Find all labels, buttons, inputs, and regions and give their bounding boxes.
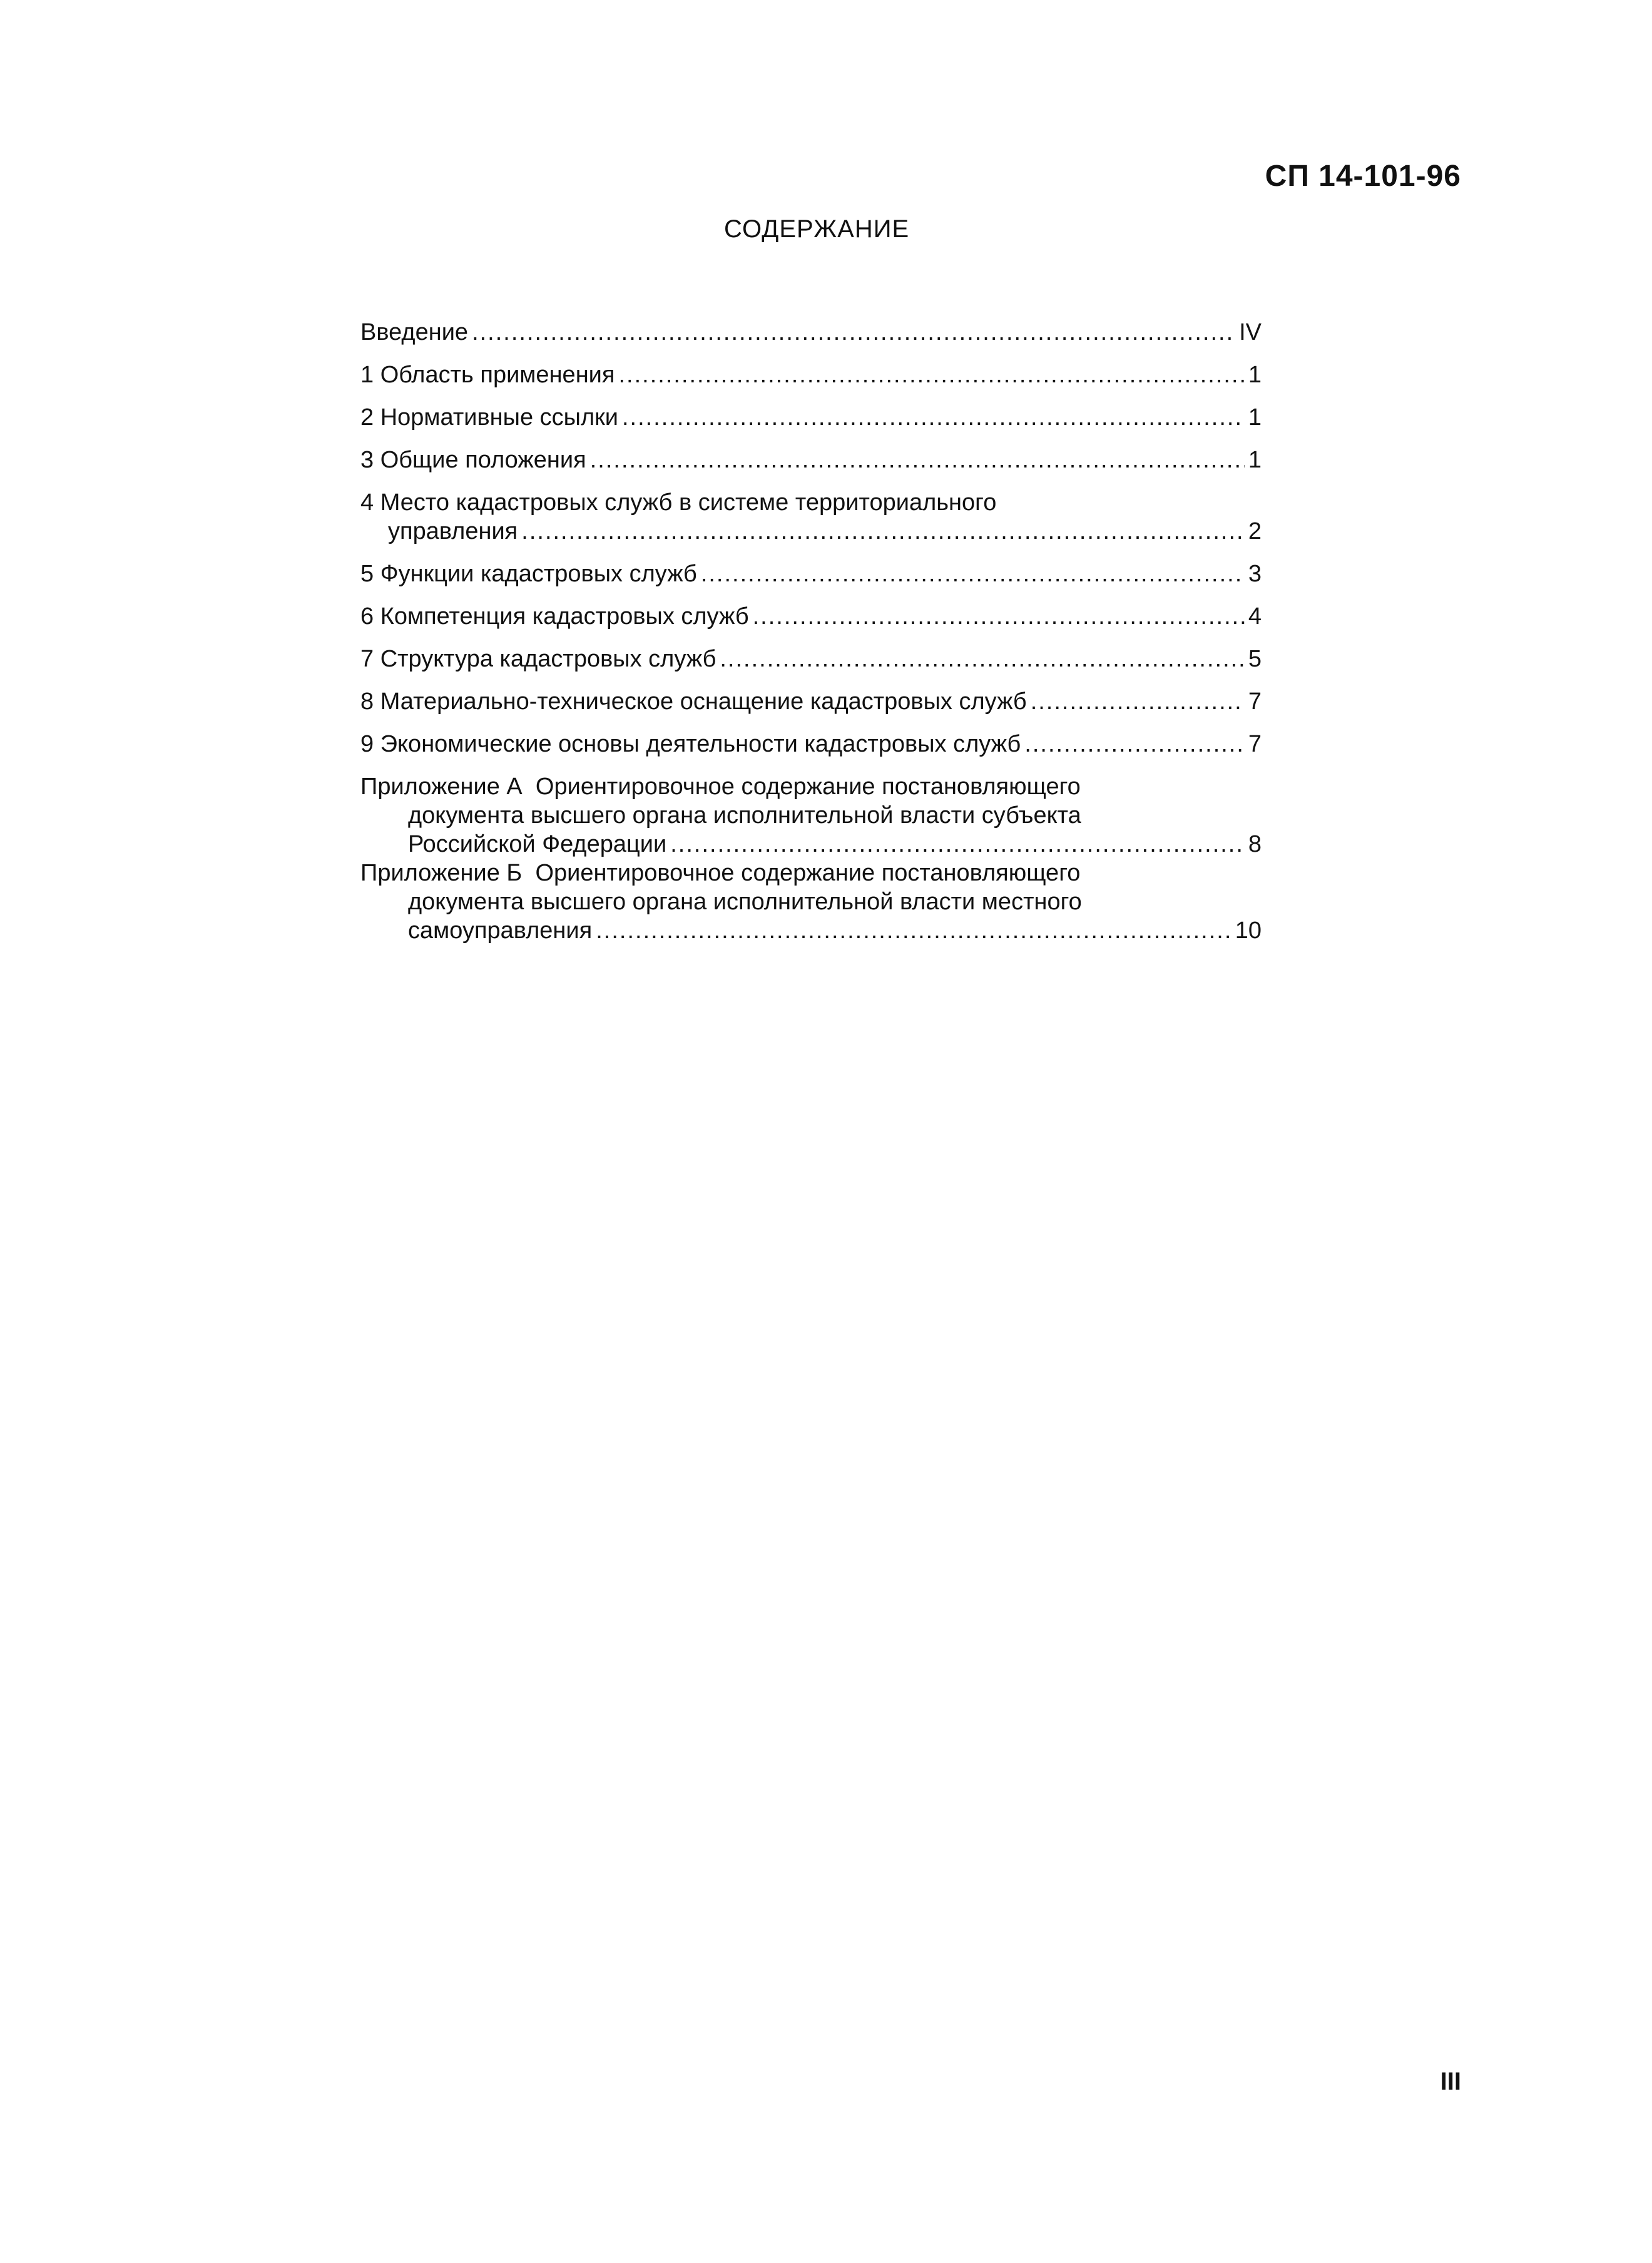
toc-entry-label: Приложение А Ориентировочное содержание постановляющего: [360, 774, 1081, 800]
toc-entry-7[interactable]: [360, 645, 1262, 673]
toc-page-number: 7: [1248, 731, 1262, 757]
table-of-contents: [360, 318, 1262, 945]
document-code: СП 14-101-96: [1265, 160, 1461, 193]
dot-leader: [701, 559, 1245, 588]
toc-page-number: 10: [1235, 917, 1262, 944]
toc-page-number: 7: [1248, 688, 1262, 715]
dot-leader: [590, 446, 1245, 474]
toc-entry-label: 9 Экономические основы деятельности кадастровых служб: [360, 731, 1021, 757]
toc-page-number: 1: [1248, 404, 1262, 431]
toc-entry-label-continuation: документа высшего органа исполнительной власти местного: [408, 889, 1082, 915]
toc-page-number: IV: [1239, 319, 1262, 345]
toc-entry-label: 1 Область применения: [360, 362, 615, 388]
toc-entry-label: 5 Функции кадастровых служб: [360, 561, 697, 587]
toc-entry-label: Приложение Б Ориентировочное содержание постановляющего: [360, 860, 1081, 886]
toc-entry-label: Введение: [360, 319, 469, 345]
dot-leader: [753, 602, 1245, 631]
toc-entry-introduction[interactable]: [360, 318, 1262, 347]
toc-entry-label: 8 Материально-техническое оснащение кадастровых служб: [360, 688, 1027, 715]
dot-leader: [1024, 730, 1245, 759]
dot-leader: [720, 645, 1244, 673]
toc-entry-9[interactable]: [360, 730, 1262, 759]
dot-leader: [622, 403, 1245, 432]
dot-leader: [618, 360, 1244, 389]
toc-page-number: 2: [1248, 518, 1262, 544]
toc-page-number: 1: [1248, 447, 1262, 473]
toc-entry-appendix-b[interactable]: [360, 859, 1262, 945]
toc-page-number: 3: [1248, 561, 1262, 587]
toc-entry-label-continuation: самоуправления: [408, 917, 593, 944]
dot-leader: [521, 517, 1245, 546]
toc-page-number: 1: [1248, 362, 1262, 388]
toc-entry-label: 3 Общие положения: [360, 447, 586, 473]
toc-entry-label-continuation: Российской Федерации: [408, 831, 667, 857]
dot-leader: [472, 318, 1235, 347]
toc-entry-2[interactable]: [360, 403, 1262, 432]
toc-page-number: 5: [1248, 646, 1262, 672]
toc-page-number: 8: [1248, 831, 1262, 857]
page-number: III: [1440, 2068, 1461, 2095]
dot-leader: [1031, 687, 1245, 716]
toc-entry-6[interactable]: [360, 602, 1262, 631]
toc-page-number: 4: [1248, 603, 1262, 630]
toc-entry-3[interactable]: [360, 446, 1262, 474]
dot-leader: [596, 916, 1231, 945]
toc-entry-5[interactable]: [360, 559, 1262, 588]
toc-entry-label: 4 Место кадастровых служб в системе территориального: [360, 489, 997, 516]
toc-entry-1[interactable]: [360, 360, 1262, 389]
toc-entry-label-continuation: управления: [388, 518, 518, 544]
toc-entry-label: 6 Компетенция кадастровых служб: [360, 603, 749, 630]
dot-leader: [670, 830, 1245, 859]
toc-entry-label: 2 Нормативные ссылки: [360, 404, 618, 431]
toc-entry-8[interactable]: [360, 687, 1262, 716]
toc-entry-appendix-a[interactable]: [360, 772, 1262, 859]
toc-entry-label: 7 Структура кадастровых служб: [360, 646, 716, 672]
toc-entry-label-continuation: документа высшего органа исполнительной власти субъекта: [408, 802, 1081, 829]
toc-entry-4[interactable]: [360, 488, 1262, 546]
page-title: СОДЕРЖАНИЕ: [724, 215, 910, 243]
